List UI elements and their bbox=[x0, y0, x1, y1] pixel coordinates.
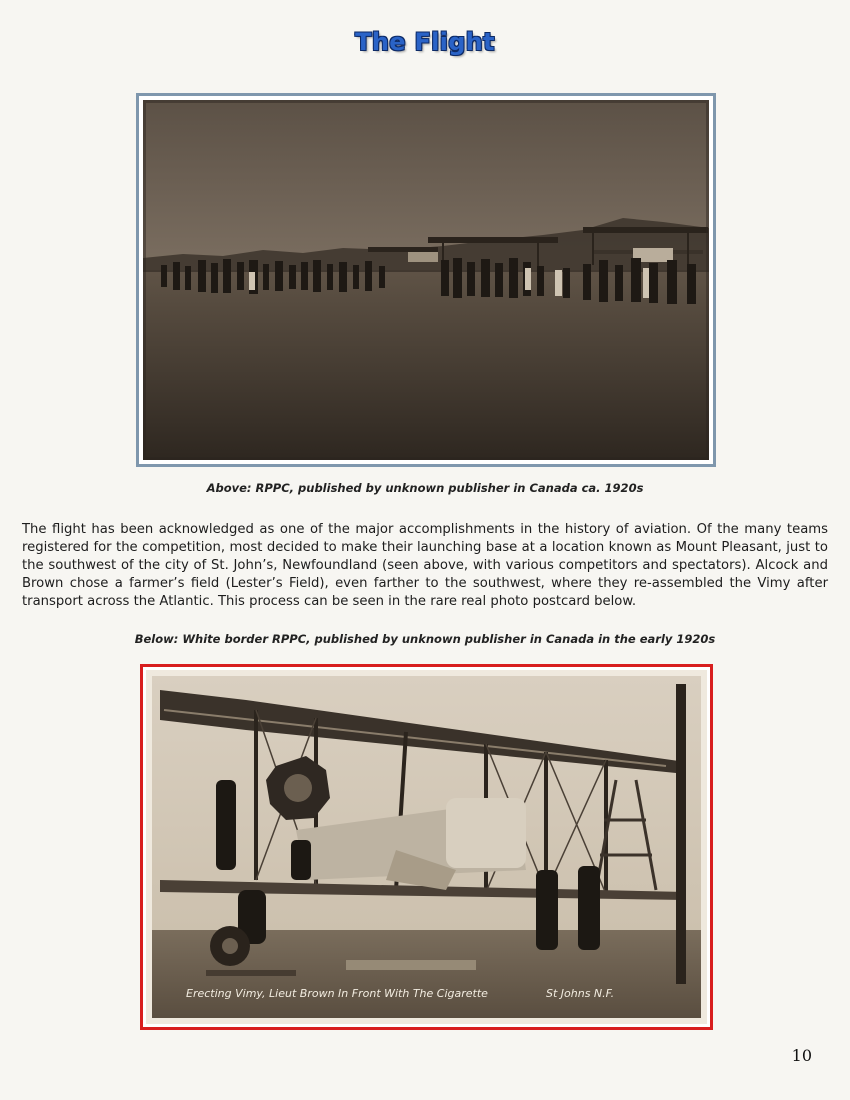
body-paragraph: The flight has been acknowledged as one of the major accomplishments in the history of aviation. Of the many teams registered for the competition, most decided to make their launching base at a location known as Mount Pleasant, just to the southwest of the city of St. John’s, Newfoundland (seen above, with various competitors and spectators). Alcock and Brown chose a farmer’s field (Lester’s Field), even farther to the southwest, where they re-assembled the Vimy after transport across the Atlantic. This process can be seen in the rare real photo postcard below. bbox=[22, 522, 828, 609]
bottom-photo-image bbox=[146, 670, 707, 1024]
page-number: 10 bbox=[791, 1046, 812, 1065]
postcard-inscription-left: Erecting Vimy, Lieut Brown In Front With The Cigarette bbox=[186, 987, 488, 1000]
page-title: The Flight bbox=[355, 28, 495, 56]
top-photo bbox=[136, 93, 716, 467]
bottom-photo-caption: Below: White border RPPC, published by unknown publisher in Canada in the early 1920s bbox=[134, 632, 716, 646]
postcard-inscription-right: St Johns N.F. bbox=[546, 987, 615, 1000]
bottom-photo bbox=[140, 664, 713, 1030]
top-photo-caption: Above: RPPC, published by unknown publisher in Canada ca. 1920s bbox=[206, 481, 644, 495]
top-photo-image bbox=[143, 100, 709, 460]
